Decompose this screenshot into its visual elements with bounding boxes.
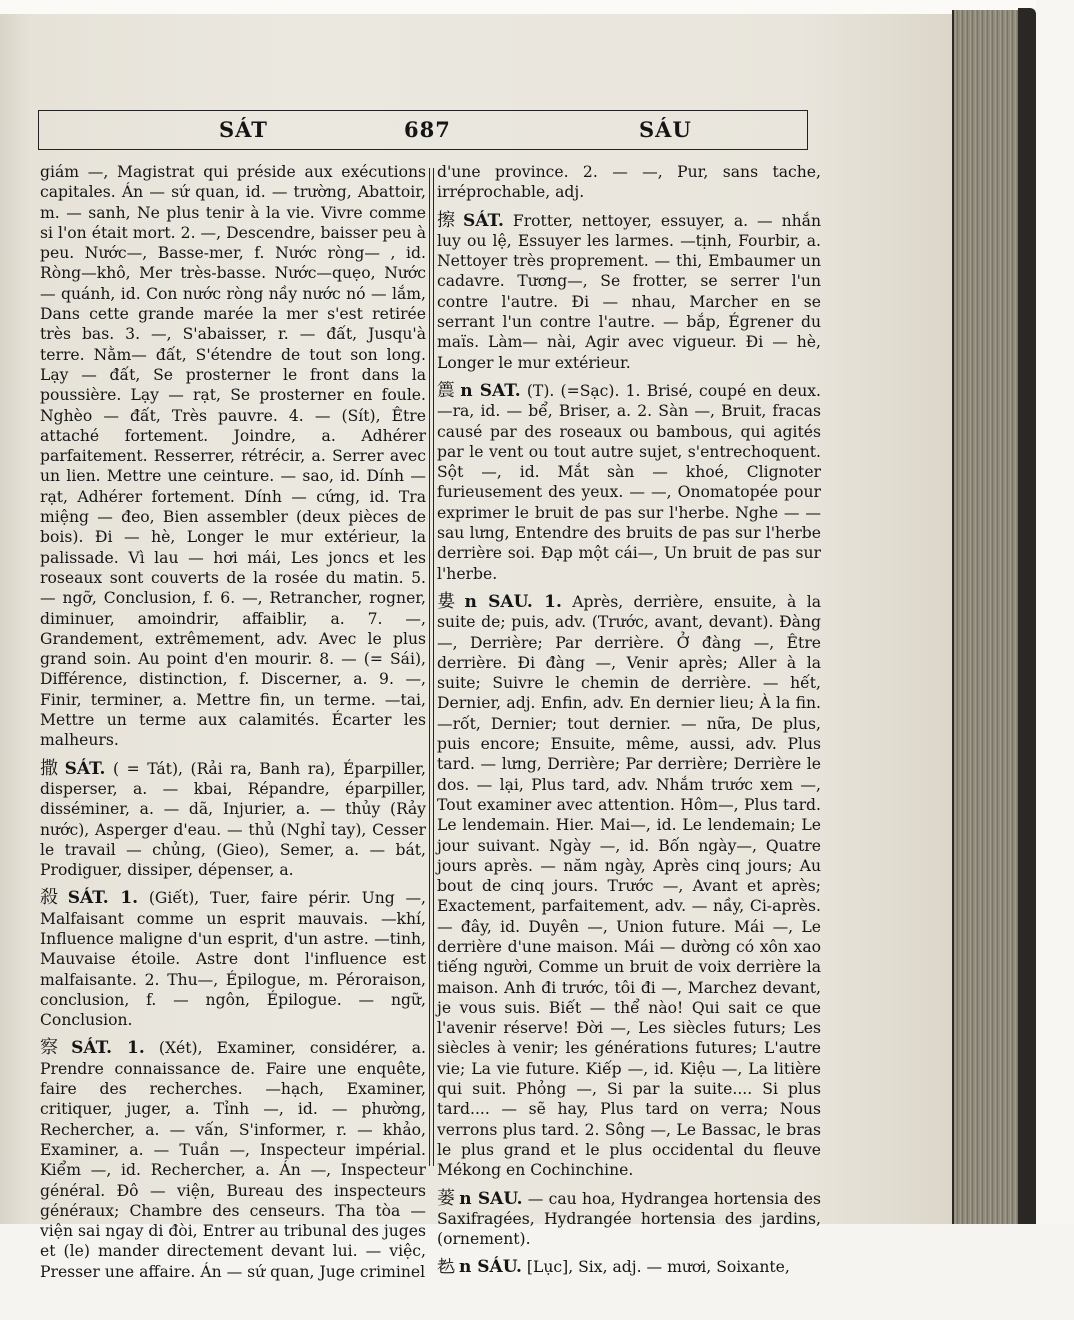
headword: SÁT. 1. [67,888,139,909]
entry-continuation: d'une province. 2. — —, Pur, sans tache, irréprochable, adj. [437,163,821,202]
entry-sat-rub: 擦 SÁT. Frotter, nettoyer, essuyer, a. — nhắn luy ou lệ, Essuyer les larmes. —tịnh, Fourbir, a. Nettoyer très proprement. — thi, Embaumer un cadavre. Tương—, Se frotter, se serrer l'un contre l'autre. Đi — nhau, Marcher en se serrant l'un contre l'autre. — bắp, Égrener du maïs. Làm— nài, Agir avec vigueur. Đi — hè, Longer le mur extérieur. [437,209,821,372]
chinese-character: 擦 [437,209,459,231]
headword: SÁT. [463,210,504,231]
chinese-character: 婁 [437,590,461,612]
headword: n SÁU. [459,1257,522,1278]
headword: SÁT. [64,758,106,779]
entry-continuation: giám —, Magistrat qui préside aux exécutions capitales. Án — sứ quan, id. — trường, Abattoir, m. — sanh, Ne plus tenir à la vie. Vivre comme si l'on était mort. 2. —, Descendre, baisser peu à peu. Nước—, Basse-mer, f. Nước ròng— , id. Ròng—khô, Mer très-basse. Nước—quẹo, Nước— quánh, id. Con nước ròng nầy nước nó — lắm, Dans cette grande marée la mer s'est retirée très bas. 3. —, S'abaisser, r. — đất, Jusqu'à terre. Nằm— đất, S'étendre de tout son long. Lạy — đất, Se prosterner le front dans la poussière. Lạy — rạt, Se prosterner en foule. Nghèo — đất, Très pauvre. 4. — (Sít), Être attaché fortement. Joindre, a. Adhérer parfaitement. Resserrer, rétrécir, a. Serrer avec un lien. Mettre une ceinture. — sao, id. Dính — rạt, Adhérer fortement. Dính — cứng, id. Tra miệng — đeo, Bien assembler (deux pièces de bois). Đi — hè, Longer le mur extérieur, la palissade. Vì lau — hơi mái, Les joncs et les roseaux sont couverts de la rosée du matin. 5. — ngỡ, Conclusion, f. 6. —, Retrancher, rogner, diminuer, amoindrir, affaiblir, a. 7. —, Grandement, extrêmement, adv. Avec le plus grand soin. Au point d'en mourir. 8. — (= Sái), Différence, distinction, f. Discerner, a. 9. —, Finir, terminer, a. Mettre fin, un terme. —tai, Mettre un terme aux calamités. Écarter les malheurs. [40,163,426,750]
page-number: 687 [404,117,451,142]
entry-sau-six: 𦒹 n SÁU. [Lục], Six, adj. — mươi, Soixante, [437,1256,790,1278]
headword: n SAT. [460,380,521,401]
headword: SÁT. 1. [71,1038,145,1059]
right-margin [1036,0,1074,1320]
entry-sat-break: 𥵛 n SAT. (T). (=Sạc). 1. Brisé, coupé en deux. —ra, id. — bể, Briser, a. 2. Sàn —, Bruit, fracas causé par des roseaux ou bambous, qui agités par le vent ou tout autre sujet, s'entrechoquent. Sột —, id. Mắt sàn — khoé, Clignoter furieusement des yeux. — —, Onomatopée pour exprimer le bruit de pas sur l'herbe. Nghe — — sau lưng, Entendre des bruits de pas sur l'herbe derrière soi. Đạp một cái—, Un bruit de pas sur l'herbe. [437,379,821,583]
column-divider [429,168,434,1166]
right-guide-word: SÁU [639,117,692,142]
left-column [40,162,426,1282]
left-guide-word: SÁT [219,117,268,142]
entry-sau-hydrangea: 蒌 n SAU. — cau hoa, Hydrangea hortensia des Saxifragées, Hydrangée hortensia des jardins, (ornement). [437,1187,821,1249]
chinese-character: 察 [40,1037,68,1059]
right-column [437,162,821,1278]
entry-sau-after: 婁 n SAU. 1. Après, derrière, ensuite, à la suite de; puis, adv. (Trước, avant, devant). Đàng —, Derrière; Par derrière. Ở đàng —, Être derrière. Đi đàng —, Venir après; Aller à la suite; Suivre le chemin de derrière. — hết, Dernier, adj. Enfin, adv. En dernier lieu; À la fin. —rốt, Dernier; tout dernier. — nữa, De plus, puis encore; Ensuite, même, aussi, adv. Plus tard. — lưng, Derrière; Par derrière; Derrière le dos. — lại, Plus tard, adv. Nhắm trước xem —, Tout examiner avec attention. Hôm—, Plus tard. Le lendemain. Hier. Mai—, id. Le lendemain; Le jour suivant. Ngày —, id. Bốn ngày—, Quatre jours après. — năm ngày, Après cinq jours; Au bout de cinq jours. Trước —, Avant et après; Exactement, parfaitement, adv. — nầy, Ci-après. — đây, id. Duyên —, Union future. Mái —, Le derrière d'une maison. Mái — dường có xôn xao tiếng người, Comme un bruit de voix derrière la maison. Anh đi trước, tôi đi —, Marchez devant, je vous suis. Biết — thể nào! Qui sait ce que l'avenir réserve! Đời —, Les siècles futurs; Les siècles à venir; les générations futures; L'autre vie; La vie future. Kiếp —, id. Kiệu —, La litière qui suit. Phỏng —, Si par la suite.... Si plus tard.... — sẽ hay, Plus tard on verra; Nous verrons plus tard. 2. Sông —, Le Bassac, le bras le plus grand et le plus occidental du fleuve Mékong en Cochinchine. [437,590,822,1180]
chinese-character: 撒 [40,757,61,779]
chinese-character: 殺 [40,887,64,909]
page-edges [952,10,1026,1232]
entry-sat-kill: 殺 SÁT. 1. (Giết), Tuer, faire périr. Ung —, Malfaisant comme un esprit mauvais. —khí, Influence maligne d'un esprit, d'un astre. —tinh, Mauvaise étoile. Astre dont l'influence est malfaisante. 2. Thu—, Épilogue, m. Péroraison, conclusion, f. — ngôn, Épilogue. — ngữ, Conclusion. [40,887,426,1030]
entry-sat-examine: 察 SÁT. 1. (Xét), Examiner, considérer, a. Prendre connaissance de. Faire une enquête, faire des recherches. —hạch, Examiner, critiquer, juger, a. Tỉnh —, id. — phường, Rechercher, a. — vấn, S'informer, r. — khảo, Examiner, a. — Tuần —, Inspecteur impérial. Kiểm —, id. Rechercher, a. Án —, Inspecteur général. Đô — viện, Bureau des inspecteurs généraux; Chambre des censeurs. Tha tòa — viện sai ngay di đòi, Entrer au tribunal des juges et (le) mander directement devant lui. — việc, Presser une affaire. Án — sứ quan, Juge criminel [40,1037,426,1281]
entry-sat-tat: 撒 SÁT. ( = Tát), (Rải ra, Banh ra), Éparpiller, disperser, a. — kbai, Répandre, éparpiller, disséminer, a. — dã, Injurier, a. — thủy (Rảy nước), Asperger d'eau. — thủ (Nghỉ tay), Cesser le travail — chủng, (Gieo), Semer, a. — bát, Prodiguer, dissiper, dépenser, a. [40,757,427,880]
headword: n SAU. 1. [464,591,562,612]
chinese-character: 蒌 [437,1187,456,1209]
book-cover [1018,8,1036,1238]
headword: n SAU. [459,1188,523,1209]
chinese-character: 𥵛 [437,379,457,401]
page-header [38,110,808,150]
chinese-character: 𦒹 [437,1256,455,1278]
